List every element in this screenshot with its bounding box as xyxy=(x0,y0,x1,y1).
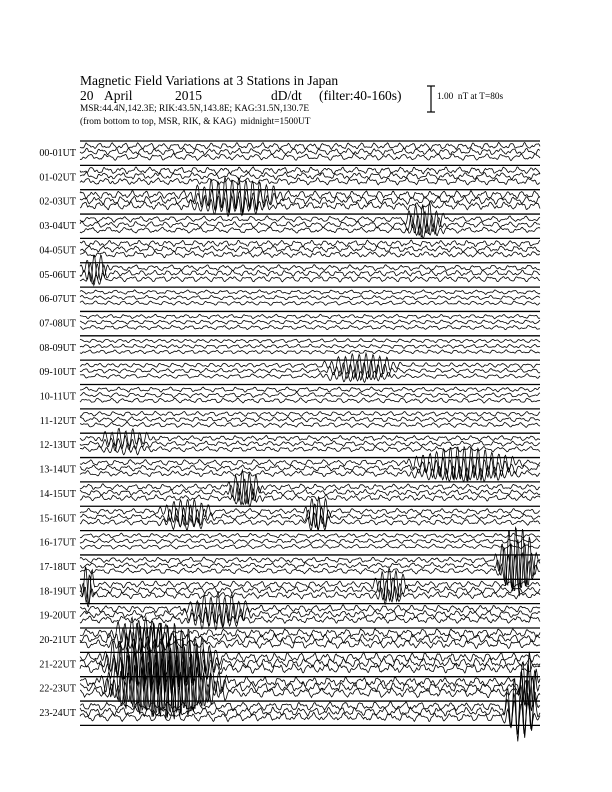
hour-label: 15-16UT xyxy=(39,513,76,525)
hour-label: 21-22UT xyxy=(39,659,76,671)
trace-kag xyxy=(80,290,540,295)
trace-rik xyxy=(80,393,540,398)
hour-label: 00-01UT xyxy=(39,148,76,159)
hour-label: 10-11UT xyxy=(39,391,76,403)
hour-label: 19-20UT xyxy=(39,610,76,622)
trace-msr xyxy=(80,612,540,630)
trace-msr xyxy=(80,544,540,549)
hour-row xyxy=(40,409,540,428)
trace-kag xyxy=(80,314,540,318)
hour-label: 11-12UT xyxy=(39,415,76,427)
hour-label: 17-18UT xyxy=(39,561,76,573)
hour-label: 18-19UT xyxy=(39,586,76,598)
hour-row xyxy=(39,287,540,305)
hour-row xyxy=(39,591,540,630)
hour-label: 13-14UT xyxy=(39,464,76,476)
hour-row xyxy=(39,255,540,285)
hour-row xyxy=(39,238,540,257)
station-coordinates: MSR:44.4N,142.3E; RIK:43.5N,143.8E; KAG:31.5N,130.7E xyxy=(80,104,310,114)
hour-label: 05-06UT xyxy=(39,269,76,281)
trace-msr xyxy=(80,178,540,185)
trace-rik xyxy=(80,539,540,544)
trace-kag xyxy=(80,411,540,416)
trace-msr xyxy=(80,251,540,258)
trace-msr xyxy=(80,350,540,354)
date-day: 20 xyxy=(80,88,94,103)
trace-kag xyxy=(80,428,540,446)
hour-row xyxy=(39,141,540,161)
hour-label: 09-10UT xyxy=(39,367,76,379)
trace-rik xyxy=(80,417,540,422)
trace-rik xyxy=(80,479,540,505)
trace-msr xyxy=(80,422,540,427)
trace-kag xyxy=(80,167,540,174)
hour-row xyxy=(39,447,540,482)
hour-label: 14-15UT xyxy=(39,488,76,500)
hour-label: 07-08UT xyxy=(39,318,76,330)
scale-bar xyxy=(427,86,435,112)
hour-row xyxy=(39,618,540,654)
hour-row xyxy=(39,497,540,530)
hour-label: 12-13UT xyxy=(39,440,76,452)
trace-msr xyxy=(80,398,540,403)
hour-label: 20-21UT xyxy=(39,635,76,646)
trace-rik xyxy=(80,148,540,155)
hour-label: 04-05UT xyxy=(39,245,76,257)
trace-kag xyxy=(80,339,540,343)
hour-label: 08-09UT xyxy=(39,342,76,354)
trace-rik xyxy=(80,295,540,299)
trace-msr xyxy=(80,672,540,713)
trace-kag xyxy=(80,387,540,392)
hour-row xyxy=(39,311,540,329)
trace-rik xyxy=(80,246,540,253)
hour-row xyxy=(39,165,540,185)
filter-label: (filter:40-160s) xyxy=(319,88,402,103)
trace-kag xyxy=(80,240,540,247)
hour-row xyxy=(40,385,540,404)
hour-row xyxy=(39,531,540,549)
trace-kag xyxy=(80,533,540,538)
hour-label: 16-17UT xyxy=(39,537,76,549)
trace-msr xyxy=(80,301,540,305)
hour-label: 22-23UT xyxy=(39,683,76,695)
trace-rik xyxy=(80,172,540,179)
hour-row xyxy=(39,567,540,607)
hour-row xyxy=(39,336,540,354)
trace-rik xyxy=(80,603,540,626)
hour-label: 06-07UT xyxy=(39,294,76,306)
scale-bar-label: 1.00 nT at T=80s xyxy=(437,92,504,102)
midnight-note: midnight=1500UT xyxy=(240,117,311,127)
quantity-label: dD/dt xyxy=(271,88,302,103)
trace-rik xyxy=(80,189,540,213)
trace-rik xyxy=(80,344,540,348)
trace-msr xyxy=(80,325,540,329)
trace-rik xyxy=(80,320,540,324)
hour-label: 02-03UT xyxy=(39,196,76,208)
hour-row xyxy=(39,353,540,382)
hour-label: 01-02UT xyxy=(39,172,76,184)
hour-label: 23-24UT xyxy=(39,708,76,720)
trace-rik xyxy=(80,212,540,237)
hour-label: 03-04UT xyxy=(39,221,76,233)
chart-title: Magnetic Field Variations at 3 Stations in Japan xyxy=(80,73,339,88)
date-year: 2015 xyxy=(175,88,202,103)
order-note: (from bottom to top, MSR, RIK, & KAG) xyxy=(80,117,236,127)
trace-msr xyxy=(80,153,540,160)
date-month: April xyxy=(104,88,133,103)
